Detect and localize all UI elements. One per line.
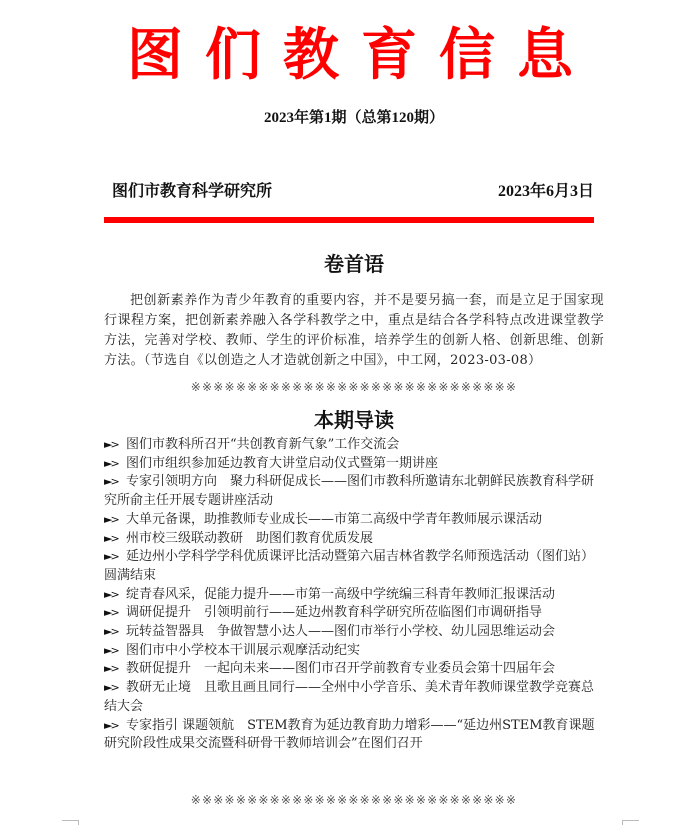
toc-item-title[interactable]: 图们市中小学校本干训展示观摩活动纪实 <box>126 642 361 658</box>
toc-item-title[interactable]: 教研无止境 且歌且画且同行——全州中小学音乐、美术青年教师课堂教学竞赛总结大会 <box>104 680 595 714</box>
asterism-separator: ※※※※※※※※※※※※※※※※※※※※※※※※※※※※※ <box>190 380 518 394</box>
toc-item-title[interactable]: 教研促提升 一起向未来——图们市召开学前教育专业委员会第十四届年会 <box>126 661 556 677</box>
toc-item-title[interactable]: 图们市组织参加延边教育大讲堂启动仪式暨第一期讲座 <box>126 455 439 471</box>
issue-number: 2023年第1期（总第120期） <box>263 110 444 126</box>
toc-item-title[interactable]: 绽青春风采，促能力提升——市第一高级中学统编三科青年教师汇报课活动 <box>126 586 556 602</box>
masthead-title: 图们教育信息 <box>127 22 595 88</box>
toc-item-title[interactable]: 专家引领明方向 聚力科研促成长——图们市教科所邀请东北朝鲜民族教育科学研究所俞主任开展专题讲座活动 <box>104 474 595 509</box>
arrow-bullet-icon: ►> <box>104 512 118 526</box>
toc-item-title[interactable]: 图们市教科所召开“共创教育新气象”工作交流会 <box>126 437 400 452</box>
preface-heading: 卷首语 <box>324 252 384 276</box>
toc-item-title[interactable]: 玩转益智器具 争做智慧小达人——图们市举行小学校、幼儿园思维运动会 <box>126 624 556 640</box>
red-divider-rule <box>104 217 594 223</box>
publish-date: 2023年6月3日 <box>497 183 594 200</box>
arrow-bullet-icon: ►> <box>104 456 118 470</box>
arrow-bullet-icon: ►> <box>104 625 118 639</box>
toc-item[interactable] <box>104 717 604 754</box>
asterism-separator-bottom: ※※※※※※※※※※※※※※※※※※※※※※※※※※※※※ <box>190 793 518 807</box>
arrow-bullet-icon: ►> <box>104 643 118 657</box>
toc-item[interactable] <box>104 642 604 661</box>
arrow-bullet-icon: ►> <box>104 550 118 564</box>
arrow-bullet-icon: ►> <box>104 531 118 545</box>
toc-item[interactable] <box>104 436 604 455</box>
page-margin-mark-left <box>62 820 79 825</box>
table-of-contents <box>104 436 604 754</box>
toc-item[interactable] <box>104 473 604 510</box>
page-margin-mark-right <box>622 820 639 825</box>
publication-info-row <box>112 178 594 201</box>
toc-item[interactable] <box>104 660 604 679</box>
arrow-bullet-icon: ►> <box>104 475 118 489</box>
arrow-bullet-icon: ►> <box>104 587 118 601</box>
preface-body: 把创新素养作为青少年教育的重要内容，并不是要另搞一套，而是立足于国家现行课程方案，把创新素养融入各学科教学之中，重点是结合各学科特点改进课堂教学方法，完善对学校、教师、学生的评价标准，培养学生的创新人格、创新思维、创新方法。（节选自《以创造之人才造就创新之中国》，中工网，2023-03-08） <box>104 293 604 368</box>
toc-heading: 本期导读 <box>314 408 394 432</box>
toc-item[interactable] <box>104 455 604 474</box>
toc-item-title[interactable]: 大单元备课，助推教师专业成长——市第二高级中学青年教师展示课活动 <box>126 511 543 527</box>
arrow-bullet-icon: ►> <box>104 718 118 732</box>
toc-item[interactable] <box>104 530 604 549</box>
toc-item[interactable] <box>104 511 604 530</box>
arrow-bullet-icon: ►> <box>104 681 118 695</box>
toc-item-title[interactable]: 调研促提升 引领明前行——延边州教育科学研究所莅临图们市调研指导 <box>126 605 543 621</box>
toc-item[interactable] <box>104 604 604 623</box>
toc-item[interactable] <box>104 548 604 585</box>
toc-item-title[interactable]: 专家指引 课题领航 STEM教育为延边教育助力增彩——“延边州STEM教育课题研究阶段性成果交流暨科研骨干教师培训会”在图们召开 <box>104 717 595 752</box>
toc-item[interactable] <box>104 623 604 642</box>
arrow-bullet-icon: ►> <box>104 438 118 451</box>
toc-item[interactable] <box>104 679 604 716</box>
toc-item-title[interactable]: 州市校三级联动教研 助图们教育优质发展 <box>126 530 374 546</box>
arrow-bullet-icon: ►> <box>104 606 118 620</box>
arrow-bullet-icon: ►> <box>104 662 118 676</box>
toc-item[interactable] <box>104 586 604 605</box>
publisher-name: 图们市教育科学研究所 <box>112 183 273 200</box>
toc-item-title[interactable]: 延边州小学科学学科优质课评比活动暨第六届吉林省教学名师预选活动（图们站）圆满结束 <box>104 549 595 583</box>
